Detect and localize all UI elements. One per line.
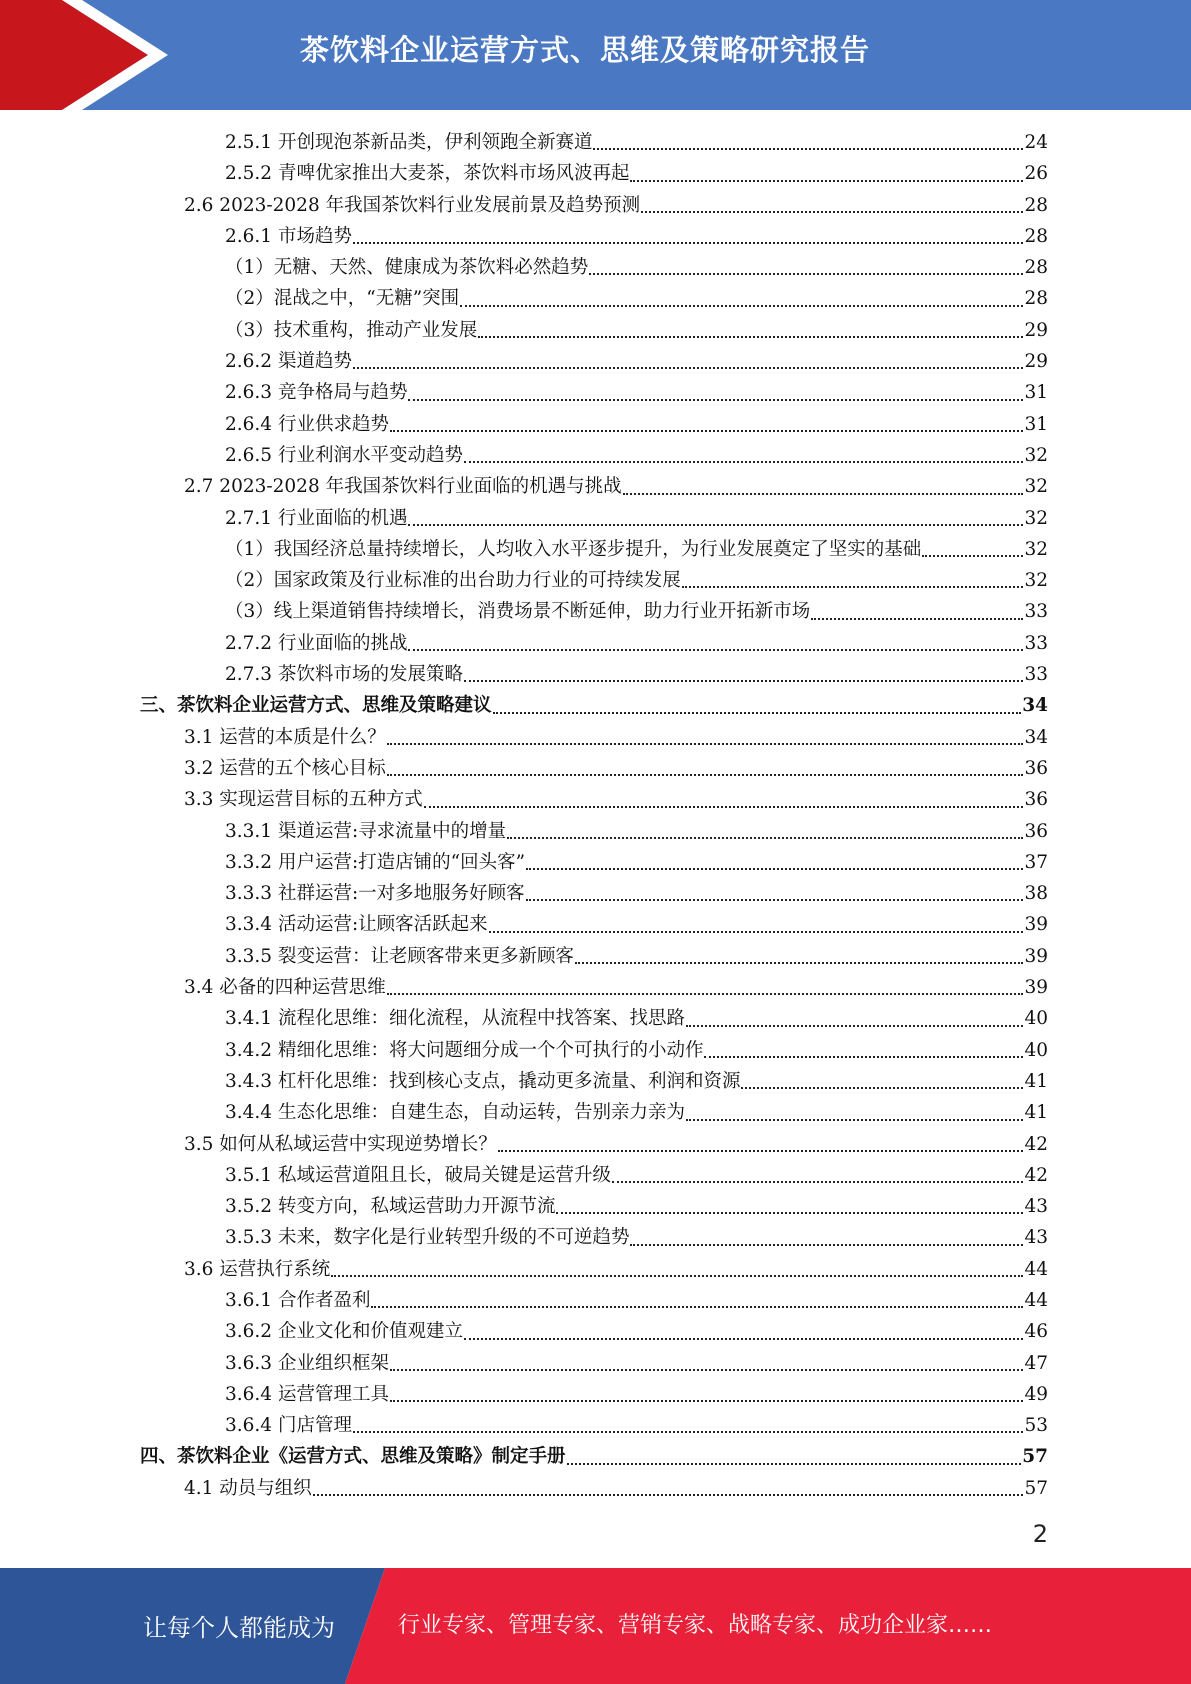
toc-entry[interactable] [140,440,1048,471]
toc-entry-page: 42 [1024,1164,1048,1186]
toc-dot-leader [686,1024,1023,1027]
toc-entry-page: 29 [1024,351,1048,373]
toc-entry-page: 34 [1022,695,1048,717]
toc-entry-title: 3.4.2 精细化思维：将大问题细分成一个个可执行的小动作 [225,1039,704,1061]
toc-entry[interactable] [140,909,1048,940]
toc-dot-leader [589,272,1023,275]
toc-dot-leader [464,679,1023,682]
toc-entry[interactable] [140,784,1048,815]
toc-entry[interactable] [140,816,1048,847]
toc-entry[interactable] [140,283,1048,314]
toc-entry[interactable] [140,190,1048,221]
toc-dot-leader [353,241,1024,244]
toc-entry-page: 31 [1024,382,1048,404]
toc-entry-page: 36 [1024,820,1048,842]
toc-entry-title: （2）混战之中，“无糖”突围 [225,288,460,310]
toc-entry[interactable] [140,534,1048,565]
toc-dot-leader [567,1462,1022,1465]
toc-entry-page: 33 [1024,664,1048,686]
toc-entry[interactable] [140,722,1048,753]
toc-entry-page: 39 [1024,914,1048,936]
toc-entry-title: 3.6.2 企业文化和价值观建立 [225,1321,463,1343]
toc-entry-page: 32 [1024,507,1048,529]
toc-entry-title: 3.5.3 未来，数字化是行业转型升级的不可逆趋势 [225,1227,630,1249]
toc-entry-page: 24 [1024,132,1048,153]
toc-entry[interactable] [140,471,1048,502]
toc-dot-leader [623,492,1024,495]
toc-entry-title: 2.6.2 渠道趋势 [225,351,352,373]
toc-entry-title: 3.1 运营的本质是什么？ [184,726,386,748]
toc-dot-leader [353,366,1024,369]
toc-entry-page: 40 [1024,1008,1048,1030]
toc-dot-leader [313,1493,1024,1496]
toc-dot-leader [682,585,1024,588]
toc-entry[interactable] [140,1129,1048,1160]
toc-entry[interactable] [140,1035,1048,1066]
toc-entry-page: 32 [1024,476,1048,498]
toc-entry-title: 3.3.4 活动运营:让顾客活跃起来 [225,914,488,936]
toc-entry-title: 3.5 如何从私域运营中实现逆势增长？ [184,1133,497,1155]
toc-entry[interactable] [140,1003,1048,1034]
toc-entry[interactable] [140,346,1048,377]
toc-entry-page: 33 [1024,601,1048,623]
toc-entry[interactable] [140,690,1048,721]
toc-entry-page: 36 [1024,757,1048,779]
toc-entry[interactable] [140,127,1048,158]
toc-entry-title: 3.6.4 运营管理工具 [225,1383,389,1405]
page-header [0,0,1191,110]
toc-entry[interactable] [140,221,1048,252]
toc-dot-leader [408,648,1023,651]
toc-entry-page: 31 [1024,413,1048,435]
toc-dot-leader [641,210,1023,213]
toc-entry[interactable] [140,1473,1048,1504]
toc-dot-leader [331,1274,1023,1277]
toc-entry[interactable] [140,315,1048,346]
toc-entry[interactable] [140,1066,1048,1097]
toc-entry-page: 32 [1024,538,1048,560]
toc-entry-title: （1）我国经济总量持续增长，人均收入水平逐步提升，为行业发展奠定了坚实的基础 [225,538,922,560]
toc-dot-leader [390,1368,1023,1371]
toc-entry-title: 2.7.3 茶饮料市场的发展策略 [225,664,463,686]
toc-dot-leader [526,867,1023,870]
toc-entry[interactable] [140,1097,1048,1128]
toc-entry-page: 40 [1024,1039,1048,1061]
toc-dot-leader [498,1149,1024,1152]
toc-entry-title: 2.7 2023-2028 年我国茶饮料行业面临的机遇与挑战 [184,476,622,498]
toc-dot-leader [408,398,1023,401]
toc-entry[interactable] [140,1379,1048,1410]
toc-dot-leader [353,1430,1024,1433]
toc-entry-title: 2.6 2023-2028 年我国茶饮料行业发展前景及趋势预测 [184,194,641,216]
toc-dot-leader [464,1337,1023,1340]
toc-entry[interactable] [140,972,1048,1003]
toc-entry-title: 2.5.1 开创现泡茶新品类，伊利领跑全新赛道 [225,132,593,153]
toc-entry[interactable] [140,878,1048,909]
toc-entry[interactable] [140,1348,1048,1379]
footer-slogan-left: 让每个人都能成为 [143,1614,335,1642]
toc-entry-page: 28 [1024,288,1048,310]
toc-entry[interactable] [140,1410,1048,1441]
toc-dot-leader [575,961,1023,964]
toc-entry-title: 2.7.1 行业面临的机遇 [225,507,408,529]
toc-entry-title: （1）无糖、天然、健康成为茶饮料必然趋势 [225,257,589,279]
toc-entry[interactable] [140,596,1048,627]
toc-entry-page: 49 [1024,1383,1048,1405]
toc-entry-page: 46 [1024,1321,1048,1343]
toc-dot-leader [493,711,1022,714]
toc-dot-leader [556,1211,1023,1214]
toc-entry-page: 53 [1024,1415,1048,1437]
page-footer [0,1568,1191,1684]
toc-entry-page: 42 [1024,1133,1048,1155]
toc-entry-title: 四、茶饮料企业《运营方式、思维及策略》制定手册 [140,1446,566,1468]
footer-slogan-right: 行业专家、管理专家、营销专家、战略专家、成功企业家…… [398,1613,993,1638]
toc-entry-page: 44 [1024,1258,1048,1280]
toc-entry-title: 3.5.1 私域运营道阻且长，破局关键是运营升级 [225,1164,611,1186]
toc-dot-leader [460,304,1023,307]
toc-entry[interactable] [140,409,1048,440]
toc-entry-page: 57 [1022,1446,1048,1468]
toc-entry-page: 28 [1024,257,1048,279]
toc-entry-title: （3）线上渠道销售持续增长，消费场景不断延伸，助力行业开拓新市场 [225,601,811,623]
toc-entry-page: 32 [1024,570,1048,592]
toc-entry-page: 28 [1024,194,1048,216]
toc-entry-page: 43 [1024,1196,1048,1218]
toc-entry-title: 3.6.1 合作者盈利 [225,1289,371,1311]
toc-entry-title: 3.3.3 社群运营:一对多地服务好顾客 [225,883,525,905]
toc-dot-leader [387,742,1024,745]
toc-entry-title: 3.5.2 转变方向，私域运营助力开源节流 [225,1196,556,1218]
toc-entry-page: 44 [1024,1289,1048,1311]
toc-entry[interactable] [140,628,1048,659]
toc-dot-leader [424,805,1024,808]
toc-entry-title: 3.4 必备的四种运营思维 [184,977,386,999]
toc-entry-title: 3.3.2 用户运营:打造店铺的“回头客” [225,851,526,873]
toc-entry-page: 36 [1024,789,1048,811]
toc-entry-page: 39 [1024,945,1048,967]
toc-entry-title: （2）国家政策及行业标准的出台助力行业的可持续发展 [225,570,681,592]
toc-dot-leader [612,1180,1023,1183]
toc-entry-page: 29 [1024,319,1048,341]
toc-entry[interactable] [140,503,1048,534]
toc-entry-title: 2.6.3 竞争格局与趋势 [225,382,408,404]
toc-entry-title: 3.3.1 渠道运营:寻求流量中的增量 [225,820,507,842]
toc-entry-title: 2.7.2 行业面临的挑战 [225,632,408,654]
toc-entry-page: 41 [1024,1070,1048,1092]
toc-dot-leader [478,335,1023,338]
toc-entry-page: 41 [1024,1102,1048,1124]
toc-entry[interactable] [140,847,1048,878]
toc-entry-page: 26 [1024,163,1048,185]
toc-dot-leader [371,1305,1023,1308]
toc-entry-title: 3.4.4 生态化思维：自建生态，自动运转，告别亲力亲为 [225,1102,685,1124]
toc-entry-title: 3.3.5 裂变运营：让老顾客带来更多新顾客 [225,945,574,967]
toc-dot-leader [387,773,1024,776]
toc-entry-title: 3.4.1 流程化思维：细化流程，从流程中找答案、找思路 [225,1008,685,1030]
toc-dot-leader [526,898,1024,901]
toc-entry-page: 28 [1024,225,1048,247]
toc-entry-page: 38 [1024,883,1048,905]
toc-entry-title: 3.6.3 企业组织框架 [225,1352,389,1374]
toc-dot-leader [630,179,1023,182]
toc-dot-leader [408,523,1023,526]
toc-entry[interactable] [140,1222,1048,1253]
toc-entry[interactable] [140,941,1048,972]
toc-entry-title: 3.6 运营执行系统 [184,1258,331,1280]
toc-dot-leader [630,1243,1023,1246]
toc-dot-leader [741,1086,1023,1089]
toc-entry[interactable] [140,1316,1048,1347]
toc-dot-leader [387,992,1024,995]
toc-entry[interactable] [140,1160,1048,1191]
toc-entry-page: 43 [1024,1227,1048,1249]
toc-dot-leader [507,836,1023,839]
toc-entry[interactable] [140,1441,1048,1472]
toc-entry[interactable] [140,565,1048,596]
toc-dot-leader [686,1118,1023,1121]
toc-entry-page: 34 [1024,726,1048,748]
toc-dot-leader [390,1399,1023,1402]
toc-entry-title: 3.2 运营的五个核心目标 [184,757,386,779]
toc-entry[interactable] [140,158,1048,189]
toc-entry-title: 3.6.4 门店管理 [225,1415,352,1437]
toc-entry[interactable] [140,1285,1048,1316]
toc-entry-title: 2.6.4 行业供求趋势 [225,413,389,435]
toc-entry[interactable] [140,377,1048,408]
toc-entry-page: 32 [1024,444,1048,466]
toc-entry-title: （3）技术重构，推动产业发展 [225,319,478,341]
toc-entry-title: 2.6.1 市场趋势 [225,225,352,247]
page-number: 2 [1032,1520,1048,1548]
toc-entry[interactable] [140,1191,1048,1222]
toc-dot-leader [489,930,1024,933]
toc-entry-title: 三、茶饮料企业运营方式、思维及策略建议 [140,695,492,717]
toc-dot-leader [593,147,1023,150]
toc-entry-title: 2.6.5 行业利润水平变动趋势 [225,444,463,466]
toc-dot-leader [811,617,1023,620]
toc-entry-title: 2.5.2 青啤优家推出大麦茶，茶饮料市场风波再起 [225,163,630,185]
toc-dot-leader [390,429,1023,432]
toc-dot-leader [464,460,1023,463]
toc-entry-page: 57 [1024,1477,1048,1499]
toc-entry-page: 33 [1024,632,1048,654]
toc-entry[interactable] [140,753,1048,784]
toc-entry-title: 3.4.3 杠杆化思维：找到核心支点，撬动更多流量、利润和资源 [225,1070,741,1092]
toc-entry-page: 47 [1024,1352,1048,1374]
toc-dot-leader [922,554,1023,557]
toc-entry[interactable] [140,659,1048,690]
toc-entry-page: 39 [1024,977,1048,999]
toc-dot-leader [704,1055,1023,1058]
toc-entry[interactable] [140,252,1048,283]
table-of-contents [140,127,1048,1504]
toc-entry[interactable] [140,1254,1048,1285]
header-title: 茶饮料企业运营方式、思维及策略研究报告 [300,33,871,67]
toc-entry-title: 4.1 动员与组织 [184,1477,312,1499]
toc-entry-title: 3.3 实现运营目标的五种方式 [184,789,423,811]
toc-entry-page: 37 [1024,851,1048,873]
